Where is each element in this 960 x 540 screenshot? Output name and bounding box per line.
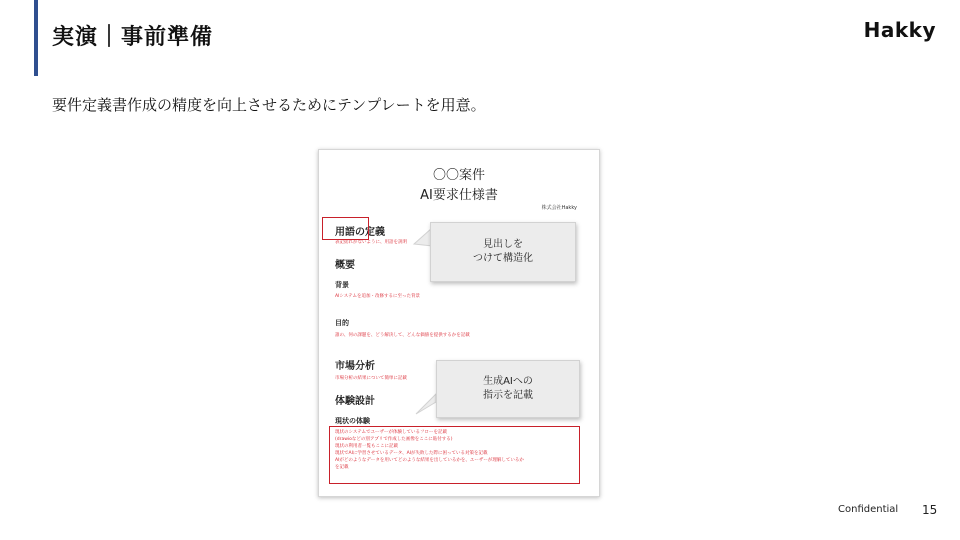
page-subtitle: 要件定義書作成の精度を向上させるためにテンプレートを用意。 <box>52 96 486 114</box>
terms-heading: 用語の定義 <box>335 227 385 238</box>
template-document-preview <box>318 149 600 497</box>
callout-text: 指示を記載 <box>483 390 533 401</box>
confidential-label: Confidential <box>838 504 899 515</box>
market-heading: 市場分析 <box>335 361 375 372</box>
doc-title-spec: AI要求仕様書 <box>420 188 498 203</box>
current-experience-heading: 現状の体験 <box>335 417 370 425</box>
note-line: AIがどのようなデータを用いてどのような結果を出しているかを、ユーザーが理解しているか <box>335 458 524 463</box>
background-heading: 背景 <box>335 281 349 289</box>
heading-highlight-box <box>322 217 369 240</box>
page-title: 実演｜事前準備 <box>52 25 214 50</box>
note-line: 現状の利用者一覧もここに記載 <box>335 444 398 449</box>
terms-note: 表記揺れがないように、用語を説明 <box>335 240 407 245</box>
header-accent-bar <box>34 0 38 76</box>
current-experience-notes <box>335 429 575 471</box>
doc-company: 株式会社Hakky <box>541 205 577 211</box>
page-number: 15 <box>922 503 938 517</box>
market-note: 市場分析の結果について簡単に記載 <box>335 376 407 381</box>
doc-title-project: 〇〇案件 <box>432 168 485 183</box>
note-line: を記載 <box>335 465 349 470</box>
callout-ai-instructions <box>436 360 580 418</box>
purpose-heading: 目的 <box>335 319 349 327</box>
background-note: AIシステムを追加・改修するに至った背景 <box>335 294 420 299</box>
hakky-logo: Hakky <box>863 18 936 42</box>
note-line: 現状でAIに学習させているデータ、AIが失敗した際に困っている対策を記載 <box>335 451 488 456</box>
callout-structure-headings <box>430 222 576 282</box>
purpose-note: 誰の、何の課題を、どう解決して、どんな価値を提供するかを記載 <box>335 333 470 338</box>
callout-text: つけて構造化 <box>473 253 533 264</box>
overview-heading: 概要 <box>335 260 355 271</box>
note-line: 現状のシステムでユーザーが体験しているフローを記載 <box>335 430 448 435</box>
experience-heading: 体験設計 <box>335 396 375 407</box>
callout-text: 見出しを <box>483 239 523 250</box>
note-line: (drawioなどの別アプリで作成した画像をここに貼付する) <box>335 437 453 442</box>
callout-text: 生成AIへの <box>483 376 533 387</box>
